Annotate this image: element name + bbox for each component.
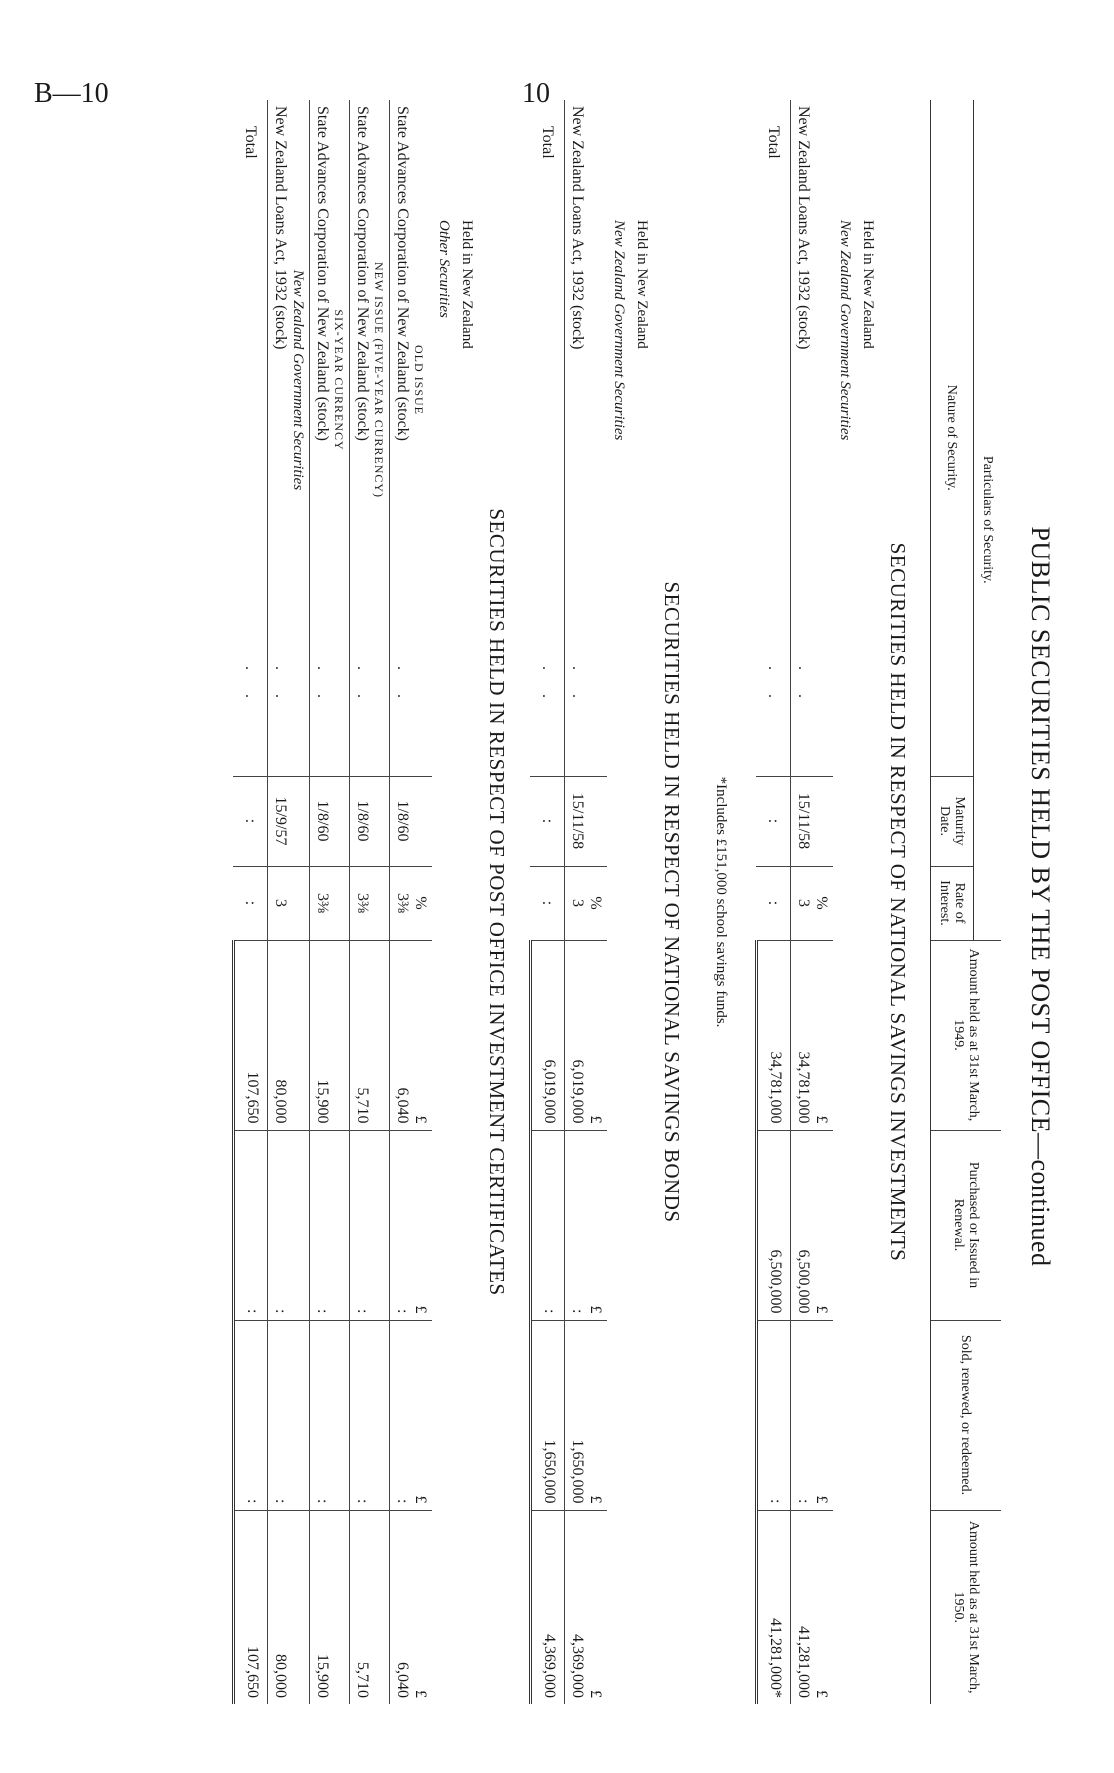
maturity-date: 1/8/60 [350,776,390,866]
table-row [310,100,350,1704]
percent-unit: % [813,896,830,910]
held-1949-value: £ 34,781,000 [791,940,834,1130]
header-particulars: Particulars of Security. [974,100,1002,940]
rate-nil: : [234,866,268,940]
maturity-nil: : [531,776,565,866]
total-held-1950: 4,369,000 [531,1510,565,1704]
sold-value: £ : [390,1320,433,1510]
held-1950-value: 15,900 [310,1510,350,1704]
sold-value: £ : [791,1320,834,1510]
sold-value: : [310,1320,350,1510]
maturity-date: 1/8/60 [310,776,350,866]
header-purchased: Purchased or Issued in Renewal. [931,1130,1002,1320]
total-held-1949: 34,781,000 [757,940,791,1130]
category-label: Other Securities [436,220,452,318]
page-title: PUBLIC SECURITIES HELD BY THE POST OFFICE—continued [1026,526,1055,1267]
page-reference: B—10 [34,78,109,109]
total-held-1949: 107,650 [234,940,268,1130]
leader-dots: . . [791,660,834,776]
security-name: New Zealand Loans Act, 1932 (stock) [791,100,834,660]
held-1950-value: £ 6,040 [390,1510,433,1704]
header-held-1950: Amount held as at 31st March, 1950. [931,1510,1002,1704]
security-name: SIX-YEAR CURRENCY State Advances Corporation of New Zealand (stock) [310,100,350,660]
footnote: *Includes £151,000 school savings funds. [713,776,729,1028]
security-name: NEW ISSUE (FIVE-YEAR CURRENCY) State Advances Corporation of New Zealand (stock) [350,100,390,660]
interest-rate: 3⅜ [310,866,350,940]
held-1950-value: £ 4,369,000 [565,1510,608,1704]
total-held-1949: 6,019,000 [531,940,565,1130]
table-row [791,100,834,1704]
purchased-value: : [310,1130,350,1320]
maturity-date: 15/9/57 [268,776,310,866]
table-row [565,100,608,1704]
interest-rate: % 3⅜ [390,866,433,940]
total-row [531,100,565,1704]
maturity-nil: : [757,776,791,866]
purchased-value: £ : [565,1130,608,1320]
table-row [390,100,433,1704]
page-number: 10 [522,78,550,109]
category-label: New Zealand Government Securities [611,220,627,441]
total-label: Total [765,126,783,159]
total-sold: : [757,1320,791,1510]
leader-dots: . . [310,660,350,776]
header-rate: Rate of Interest. [931,866,974,940]
section-heading-savings-bonds: SECURITIES HELD IN RESPECT OF NATIONAL SAVINGS BONDS [660,581,684,1223]
purchased-value: : [350,1130,390,1320]
leader-dots: . . [765,666,783,708]
sold-value: £ 1,650,000 [565,1320,608,1510]
issue-subheading: NEW ISSUE (FIVE-YEAR CURRENCY) [372,261,386,499]
held-in-label: Held in New Zealand [860,220,876,349]
leader-dots: . . [268,660,310,776]
interest-rate: % 3 [565,866,608,940]
total-purchased: : [234,1130,268,1320]
table-row [350,100,390,1704]
held-1949-value: 15,900 [310,940,350,1130]
header-sold: Sold, renewed, or redeemed. [931,1320,1002,1510]
rotated-table-page [63,60,1063,1733]
header-held-1949: Amount held as at 31st March, 1949. [931,940,1002,1130]
section-heading-investment-certificates: SECURITIES HELD IN RESPECT OF POST OFFICE INVESTMENT CERTIFICATES [485,508,509,1296]
purchased-value: £ : [390,1130,433,1320]
rate-nil: : [531,866,565,940]
issue-subheading: New Zealand Government Securities [290,269,306,491]
security-name: OLD ISSUE State Advances Corporation of New Zealand (stock) [390,100,433,660]
total-held-1950: 41,281,000* [757,1510,791,1704]
purchased-value: : [268,1130,310,1320]
total-sold: : [234,1320,268,1510]
leader-dots: . . [539,666,557,708]
header-maturity: Maturity Date. [931,776,974,866]
category-label: New Zealand Government Securities [837,220,853,441]
interest-rate: 3⅜ [350,866,390,940]
issue-subheading: SIX-YEAR CURRENCY [332,309,346,451]
maturity-date: 1/8/60 [390,776,433,866]
securities-table [232,100,1001,1704]
header-row-1 [974,100,1002,1704]
section-heading-savings-investments: SECURITIES HELD IN RESPECT OF NATIONAL SAVINGS INVESTMENTS [886,542,910,1262]
leader-dots: . . [350,660,390,776]
held-1950-value: 5,710 [350,1510,390,1704]
held-in-label: Held in New Zealand [634,220,650,349]
interest-rate: 3 [268,866,310,940]
held-1949-value: £ 6,040 [390,940,433,1130]
held-1950-value: £ 41,281,000 [791,1510,834,1704]
total-purchased: 6,500,000 [757,1130,791,1320]
total-label: Total [539,126,557,159]
total-purchased: : [531,1130,565,1320]
sold-value: : [350,1320,390,1510]
total-held-1950: 107,650 [234,1510,268,1704]
held-1949-value: 80,000 [268,940,310,1130]
purchased-value: £ 6,500,000 [791,1130,834,1320]
table-row [268,100,310,1704]
maturity-nil: : [234,776,268,866]
leader-dots: . . [242,666,260,708]
held-1949-value: 5,710 [350,940,390,1130]
leader-dots: . . [565,660,608,776]
rate-nil: : [757,866,791,940]
total-label: Total [242,126,260,159]
total-row [234,100,268,1704]
held-in-label: Held in New Zealand [459,220,475,349]
security-name: New Zealand Loans Act, 1932 (stock) [565,100,608,660]
held-1950-value: 80,000 [268,1510,310,1704]
total-row [757,100,791,1704]
header-nature: Nature of Security. [931,100,974,776]
total-sold: 1,650,000 [531,1320,565,1510]
maturity-date: 15/11/58 [791,776,834,866]
sold-value: : [268,1320,310,1510]
held-1949-value: £ 6,019,000 [565,940,608,1130]
security-name: New Zealand Government Securities New Zealand Loans Act, 1932 (stock) [268,100,310,660]
issue-subheading: OLD ISSUE [412,344,426,415]
leader-dots: . . [390,660,433,776]
maturity-date: 15/11/58 [565,776,608,866]
interest-rate: % 3 [791,866,834,940]
